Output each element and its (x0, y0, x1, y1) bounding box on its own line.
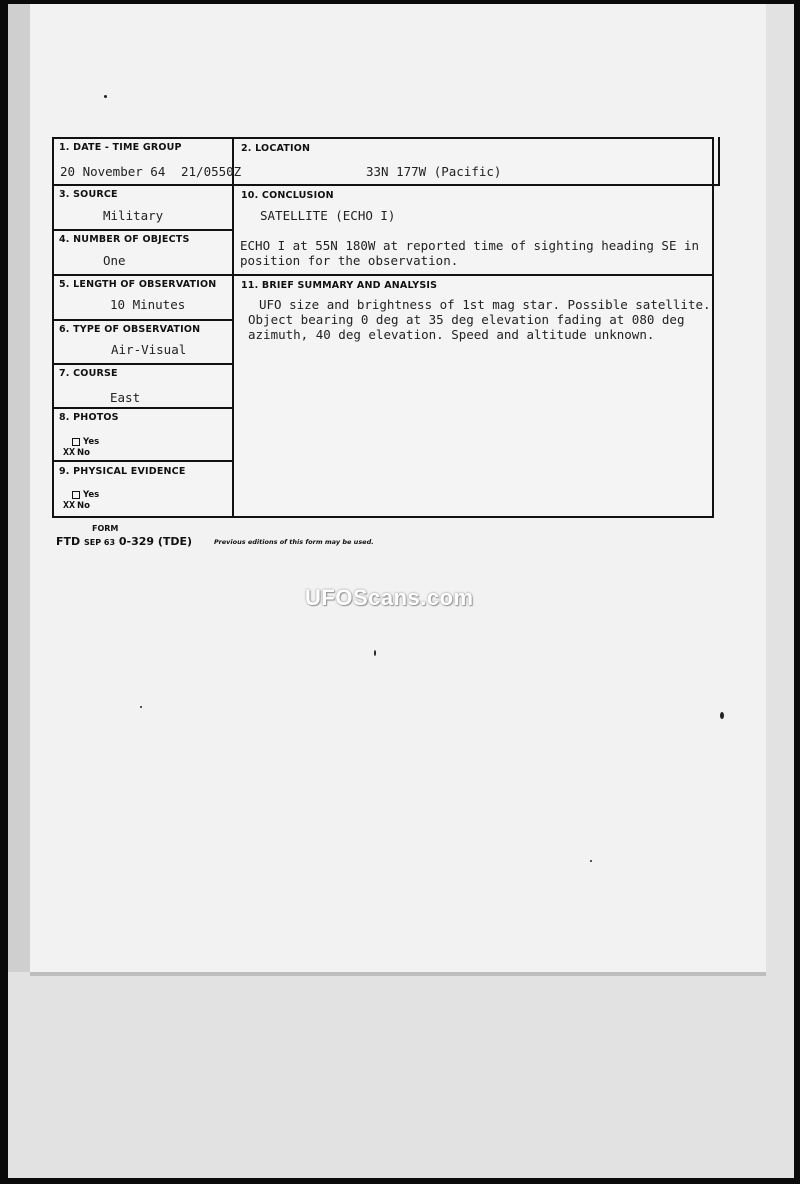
form-word: FORM (92, 524, 119, 533)
conclusion-label: 10. CONCLUSION (241, 190, 334, 201)
summary-label: 11. BRIEF SUMMARY AND ANALYSIS (241, 280, 438, 291)
typed-x-mark: XX (63, 500, 76, 511)
location-value: 33N 177W (Pacific) (366, 164, 502, 179)
row-divider (52, 319, 233, 321)
scan-speck (104, 95, 107, 98)
physical-evidence-yes-option: Yes (72, 490, 99, 500)
checkbox-icon (72, 491, 80, 499)
row-divider (52, 184, 720, 186)
number-of-objects-label: 4. NUMBER OF OBJECTS (59, 234, 190, 245)
form-edge (718, 137, 720, 185)
location-label: 2. LOCATION (241, 143, 311, 154)
time-value: 21/0550Z (181, 164, 242, 179)
conclusion-value: SATELLITE (ECHO I) (260, 208, 396, 223)
length-of-observation-label: 5. LENGTH OF OBSERVATION (59, 279, 217, 290)
conclusion-detail-line2: position for the observation. (240, 253, 459, 268)
scan-speck (590, 860, 592, 862)
course-value: East (110, 390, 141, 405)
summary-line3: azimuth, 40 deg elevation. Speed and altitude unknown. (248, 327, 655, 342)
scan-speck (140, 706, 142, 708)
number-of-objects-value: One (103, 253, 126, 268)
typed-x-mark: XX (63, 447, 76, 458)
date-value: 20 November 64 (60, 164, 166, 179)
photos-yes-option: Yes (72, 437, 99, 447)
row-divider (52, 407, 233, 409)
row-divider (52, 229, 233, 231)
previous-editions-note: Previous editions of this form may be used. (214, 538, 374, 546)
form-id: FTD SEP 63 0-329 (TDE) (56, 535, 193, 548)
course-label: 7. COURSE (59, 368, 118, 379)
row-divider (52, 363, 233, 365)
physical-evidence-label: 9. PHYSICAL EVIDENCE (59, 466, 186, 477)
conclusion-detail-line1: ECHO I at 55N 180W at reported time of sighting heading SE in (240, 238, 700, 253)
photos-no-option: XX No (63, 447, 91, 458)
summary-line1: UFO size and brightness of 1st mag star. Possible satellite. (259, 297, 711, 312)
date-time-group-label: 1. DATE - TIME GROUP (59, 142, 182, 153)
watermark: UFOScans.com (305, 585, 474, 610)
source-value: Military (103, 208, 164, 223)
type-of-observation-label: 6. TYPE OF OBSERVATION (59, 324, 201, 335)
type-of-observation-value: Air-Visual (111, 342, 187, 357)
source-label: 3. SOURCE (59, 189, 118, 200)
photos-label: 8. PHOTOS (59, 412, 119, 423)
physical-evidence-no-option: XX No (63, 500, 91, 511)
row-divider (52, 460, 233, 462)
checkbox-icon (72, 438, 80, 446)
summary-line2: Object bearing 0 deg at 35 deg elevation fading at 080 deg (248, 312, 685, 327)
length-of-observation-value: 10 Minutes (110, 297, 186, 312)
scan-speck (720, 712, 724, 719)
scan-speck (374, 650, 376, 656)
row-divider (52, 274, 714, 276)
